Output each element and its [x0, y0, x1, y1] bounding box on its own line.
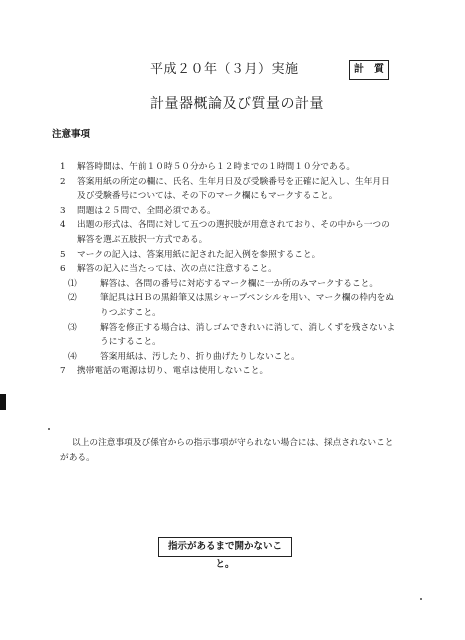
- instruction-subitem: [60, 291, 400, 320]
- subject-badge: 計 質: [349, 60, 389, 80]
- instruction-item: [60, 175, 400, 204]
- scan-speck: [420, 598, 422, 600]
- item-number: 4: [60, 220, 66, 231]
- item-number: 7: [60, 366, 66, 377]
- instruction-item: [60, 160, 400, 175]
- scan-speck: [48, 428, 50, 430]
- closing-note: [60, 436, 404, 465]
- instruction-subitem: [60, 350, 400, 365]
- item-number: ⑵: [68, 293, 77, 304]
- item-text-line: 解答を選ぶ五肢択一方式である。: [77, 234, 208, 245]
- item-text-line: 答案用紙の所定の欄に、氏名、生年月日及び受験番号を正確に記入し、生年月日: [77, 176, 390, 187]
- item-number: 2: [60, 176, 66, 187]
- item-text-line: 解答の記入に当たっては、次の点に注意すること。: [77, 264, 277, 275]
- item-number: ⑷: [68, 351, 77, 362]
- item-number: 3: [60, 205, 66, 216]
- item-text-line: 解答時間は、午前１０時５０分から１２時までの１時間１０分である。: [77, 162, 355, 172]
- instruction-item: [60, 262, 400, 277]
- instruction-subitem: [60, 321, 400, 350]
- item-text-line: 答案用紙は、汚したり、折り曲げたりしないこと。: [100, 351, 300, 362]
- instruction-item: [60, 364, 400, 379]
- instruction-subitem: [60, 277, 400, 292]
- item-text-line: 出題の形式は、各問に対して五つの選択肢が用意されており、その中から一つの: [77, 220, 390, 231]
- instruction-item: [60, 204, 400, 219]
- closing-line-2: がある。: [60, 452, 95, 463]
- item-text-line: 及び受験番号については、その下のマーク欄にもマークすること。: [77, 191, 338, 202]
- item-text-line: 解答は、各問の番号に対応するマーク欄に一か所のみマークすること。: [100, 278, 378, 289]
- item-text-line: 携帯電話の電源は切り、電卓は使用しないこと。: [77, 366, 269, 377]
- item-text-line: 筆記具はＨＢの黒鉛筆又は黒シャープペンシルを用い、マーク欄の枠内をぬ: [100, 293, 394, 304]
- item-text-line: 解答を修正する場合は、消しゴムできれいに消して、消しくずを残さないよ: [100, 322, 396, 333]
- section-heading: 注意事項: [52, 129, 91, 140]
- scan-edge-mark: [0, 394, 6, 410]
- item-text-line: マークの記入は、答案用紙に記された記入例を参照すること。: [77, 249, 321, 260]
- do-not-open-notice: 指示があるまで開かないこと。: [158, 537, 292, 557]
- item-number: 5: [60, 249, 66, 260]
- item-text-line: うにすること。: [100, 337, 161, 348]
- exam-date: 平成２０年（３月）実施: [150, 62, 299, 77]
- instruction-item: [60, 218, 400, 247]
- closing-line-1: 以上の注意事項及び係官からの指示事項が守られない場合には、採点されないこと: [72, 438, 394, 448]
- item-number: 1: [60, 162, 66, 172]
- item-number: 6: [60, 264, 66, 275]
- instructions-list: [60, 160, 400, 379]
- exam-title: 計量器概論及び質量の計量: [150, 96, 324, 112]
- item-number: ⑴: [68, 278, 77, 289]
- item-number: ⑶: [68, 322, 77, 333]
- item-text-line: 問題は２５問で、全問必須である。: [77, 205, 216, 216]
- item-text-line: りつぶすこと。: [100, 307, 161, 318]
- instruction-item: [60, 248, 400, 263]
